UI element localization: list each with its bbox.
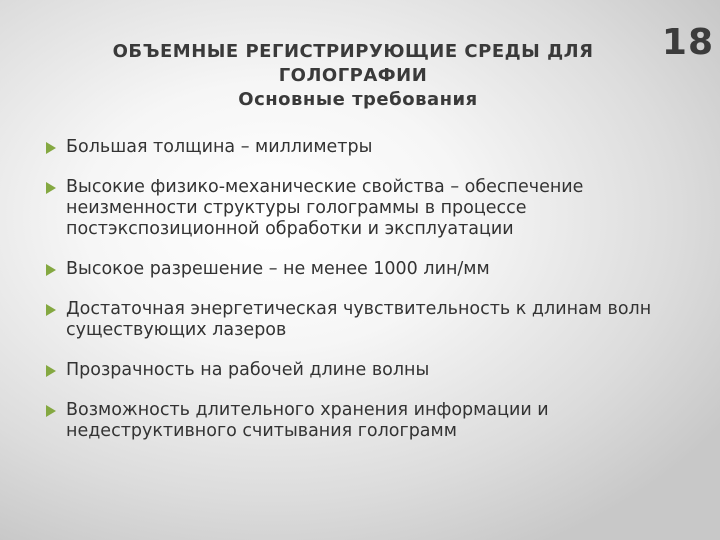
bullet-text: Прозрачность на рабочей длине волны	[66, 360, 430, 380]
triangle-right-icon	[46, 304, 56, 316]
bullet-text: Достаточная энергетическая чувствительность к длинам волн существующих лазеров	[66, 299, 652, 340]
title-subtitle: Основные требования	[238, 89, 478, 110]
bullet-item	[46, 299, 666, 341]
slide-number: 18	[661, 22, 714, 63]
triangle-right-icon	[46, 365, 56, 377]
bullet-item	[46, 177, 666, 240]
bullet-item	[46, 400, 666, 442]
title-line: ОБЪЕМНЫЕ РЕГИСТРИРУЮЩИЕ СРЕДЫ ДЛЯ	[112, 41, 594, 62]
triangle-right-icon	[46, 142, 56, 154]
bullet-text: Высокие физико-механические свойства – обеспечение неизменности структуры голограммы в процессе постэкспозиционной обработки и эксплуатации	[66, 177, 584, 239]
bullet-item	[46, 259, 666, 280]
bullet-text: Большая толщина – миллиметры	[66, 137, 373, 157]
triangle-right-icon	[46, 264, 56, 276]
title-line: ГОЛОГРАФИИ	[278, 65, 428, 86]
bullet-item	[46, 360, 666, 381]
triangle-right-icon	[46, 182, 56, 194]
bullet-item	[46, 137, 666, 158]
bullet-list	[46, 137, 666, 461]
slide-title	[40, 40, 640, 112]
bullet-text: Возможность длительного хранения информации и недеструктивного считывания голограмм	[66, 400, 549, 441]
triangle-right-icon	[46, 405, 56, 417]
bullet-text: Высокое разрешение – не менее 1000 лин/мм	[66, 259, 490, 279]
